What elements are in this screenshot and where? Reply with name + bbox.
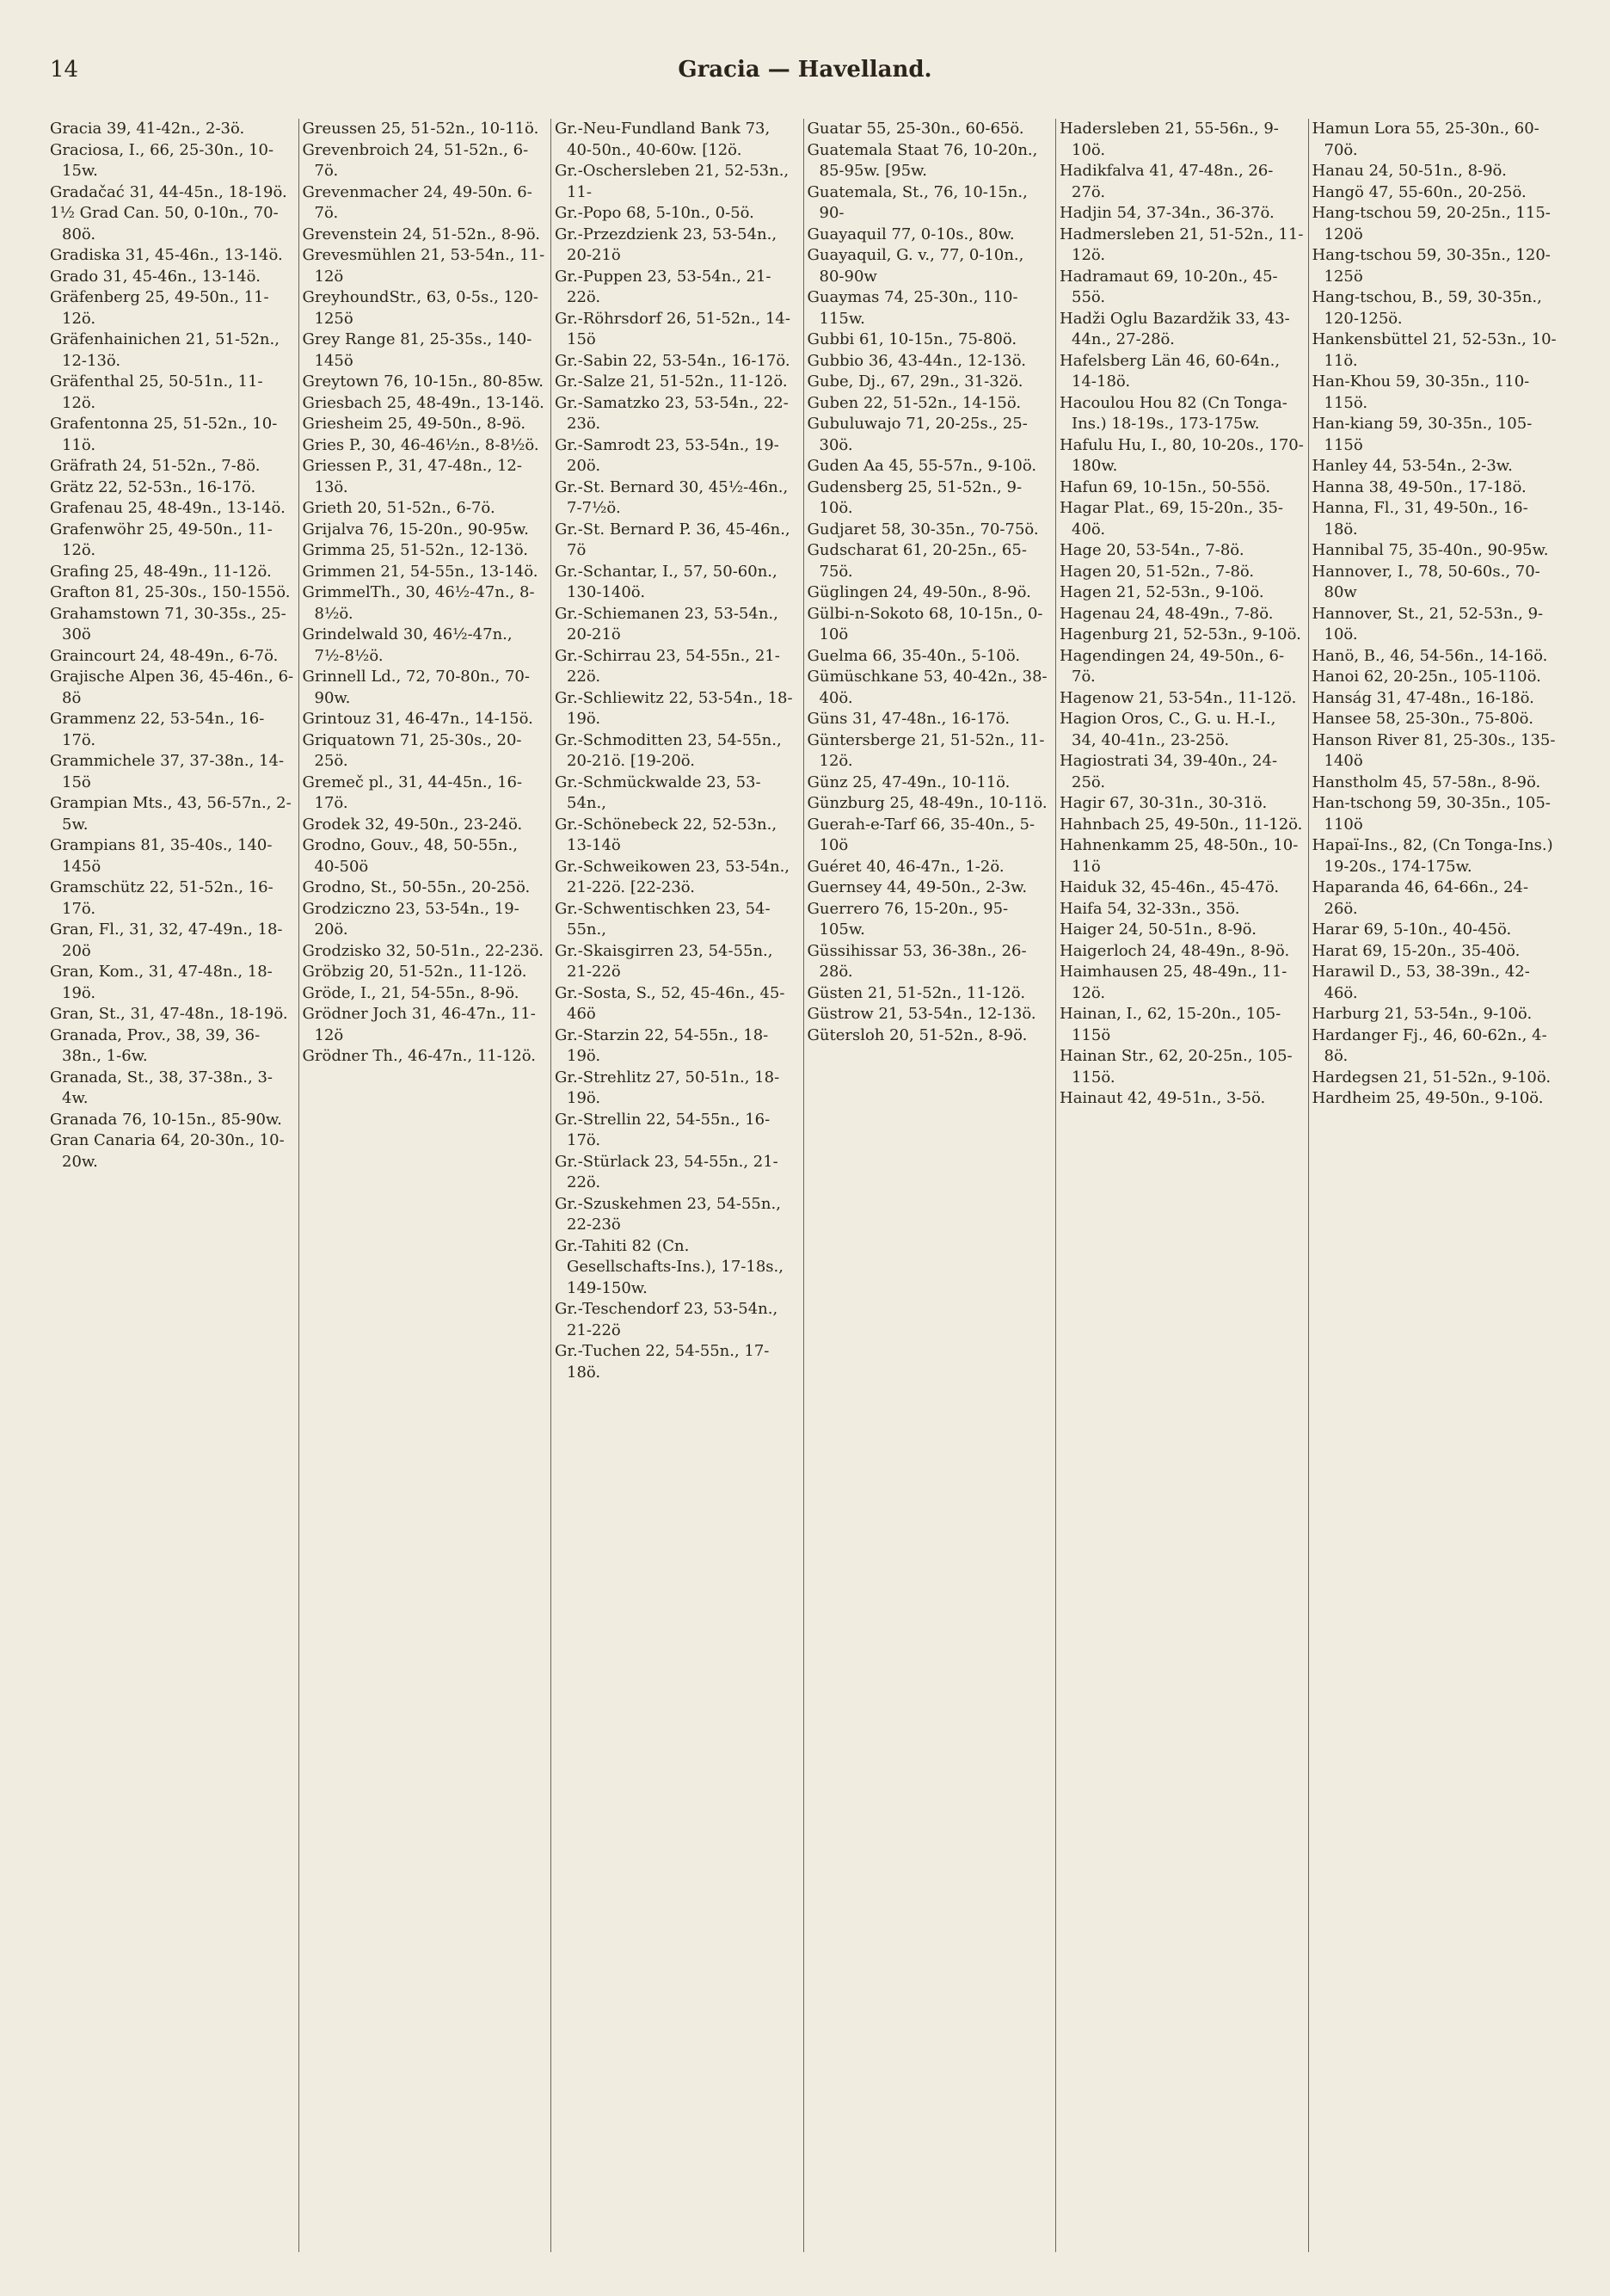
gazetteer-entry: Hagen 21, 52-53n., 9-10ö. — [1060, 583, 1264, 601]
gazetteer-entry: Grodno, St., 50-55n., 20-25ö. — [302, 878, 531, 896]
gazetteer-entry: Hagenow 21, 53-54n., 11-12ö. — [1060, 688, 1297, 707]
gazetteer-entry: Hahnenkamm 25, 48-50n., 10-11ö — [1060, 836, 1299, 876]
gazetteer-entry: Hainan Str., 62, 20-25n., 105-115ö. — [1060, 1047, 1293, 1086]
gazetteer-entry: Gr.-Popo 68, 5-10n., 0-5ö. — [555, 204, 754, 222]
gazetteer-entry: Hadramaut 69, 10-20n., 45-55ö. — [1060, 267, 1278, 306]
gazetteer-entry: Hagion Oros, C., G. u. H.-I., 34, 40-41n., 23-25ö. — [1060, 710, 1276, 749]
gazetteer-entry: Grajische Alpen 36, 45-46n., 6-8ö — [50, 668, 294, 707]
column-6 — [1308, 119, 1561, 2252]
gazetteer-entry: Hacoulou Hou 82 (Cn Tonga-Ins.) 18-19s., 173-175w. — [1060, 393, 1287, 433]
gazetteer-entry: Günz 25, 47-49n., 10-11ö. — [807, 773, 1011, 791]
gazetteer-entry: Hagar Plat., 69, 15-20n., 35-40ö. — [1060, 499, 1283, 539]
gazetteer-entry: Hagenau 24, 48-49n., 7-8ö. — [1060, 604, 1274, 623]
gazetteer-entry: Grintouz 31, 46-47n., 14-15ö. — [302, 710, 533, 728]
gazetteer-entry: Hapaï-Ins., 82, (Cn Tonga-Ins.) 19-20s., 174-175w. — [1312, 836, 1553, 876]
gazetteer-entry: Gr.-St. Bernard 30, 45½-46n., 7-7½ö. — [555, 477, 789, 517]
gazetteer-entry: Gran, Kom., 31, 47-48n., 18-19ö. — [50, 963, 273, 1002]
gazetteer-entry: Gracia 39, 41-42n., 2-3ö. — [50, 120, 245, 138]
gazetteer-entry: Guelma 66, 35-40n., 5-10ö. — [807, 646, 1021, 665]
gazetteer-entry: Gr.-Samrodt 23, 53-54n., 19-20ö. — [555, 435, 779, 475]
gazetteer-entry: Gr.-St. Bernard P. 36, 45-46n., 7ö — [555, 520, 790, 559]
gazetteer-entry: Gräfrath 24, 51-52n., 7-8ö. — [50, 457, 261, 475]
gazetteer-entry: Hang-tschou 59, 30-35n., 120-125ö — [1312, 246, 1551, 286]
gazetteer-entry: Hanság 31, 47-48n., 16-18ö. — [1312, 688, 1534, 707]
gazetteer-entry: Hadmersleben 21, 51-52n., 11-12ö. — [1060, 225, 1304, 264]
gazetteer-entry: Han-tschong 59, 30-35n., 105-110ö — [1312, 794, 1551, 834]
column-5 — [1055, 119, 1308, 2252]
gazetteer-entry: Griesbach 25, 48-49n., 13-14ö. — [302, 393, 544, 412]
gazetteer-entry: Han-Khou 59, 30-35n., 110-115ö. — [1312, 372, 1530, 412]
gazetteer-entry: Grafenau 25, 48-49n., 13-14ö. — [50, 499, 286, 517]
gazetteer-entry: Gr.-Schiemanen 23, 53-54n., 20-21ö — [555, 604, 778, 643]
gazetteer-entry: Gr.-Starzin 22, 54-55n., 18-19ö. — [555, 1025, 769, 1065]
gazetteer-entry: Gudscharat 61, 20-25n., 65-75ö. — [807, 541, 1027, 581]
gazetteer-entry: Griessen P., 31, 47-48n., 12-13ö. — [302, 457, 522, 496]
gazetteer-entry: Grodek 32, 49-50n., 23-24ö. — [302, 815, 523, 834]
gazetteer-entry: Gr.-Tuchen 22, 54-55n., 17-18ö. — [555, 1342, 770, 1382]
gazetteer-entry: Güstrow 21, 53-54n., 12-13ö. — [807, 1005, 1036, 1023]
gazetteer-entry: Gr.-Samatzko 23, 53-54n., 22-23ö. — [555, 393, 789, 433]
gazetteer-entry: Grampian Mts., 43, 56-57n., 2-5w. — [50, 794, 292, 834]
gazetteer-entry: Granada 76, 10-15n., 85-90w. — [50, 1110, 282, 1129]
column-4 — [803, 119, 1056, 2252]
gazetteer-entry: Gülbi-n-Sokoto 68, 10-15n., 0-10ö — [807, 604, 1043, 643]
gazetteer-entry: Grafing 25, 48-49n., 11-12ö. — [50, 562, 272, 581]
gazetteer-entry: Hagiostrati 34, 39-40n., 24-25ö. — [1060, 752, 1278, 791]
gazetteer-entry: Gr.-Strellin 22, 54-55n., 16-17ö. — [555, 1110, 771, 1149]
gazetteer-entry: Gube, Dj., 67, 29n., 31-32ö. — [807, 372, 1023, 391]
gazetteer-entry: Gräfenhainichen 21, 51-52n., 12-13ö. — [50, 330, 280, 370]
gazetteer-entry: Hanstholm 45, 57-58n., 8-9ö. — [1312, 773, 1541, 791]
gazetteer-entry: Haiduk 32, 45-46n., 45-47ö. — [1060, 878, 1280, 896]
gazetteer-entry: Güsten 21, 51-52n., 11-12ö. — [807, 983, 1026, 1002]
gazetteer-entry: Gradačać 31, 44-45n., 18-19ö. — [50, 182, 287, 201]
gazetteer-entry: Gr.-Oschersleben 21, 52-53n., 11- — [555, 162, 790, 201]
gazetteer-entry: Grinnell Ld., 72, 70-80n., 70-90w. — [302, 668, 530, 707]
gazetteer-entry: Gries P., 30, 46-46½n., 8-8½ö. — [302, 435, 539, 454]
gazetteer-entry: Gr.-Przezdzienk 23, 53-54n., 20-21ö — [555, 225, 777, 264]
gazetteer-entry: Gr.-Schliewitz 22, 53-54n., 18-19ö. — [555, 688, 793, 728]
gazetteer-entry: Gr.-Schirrau 23, 54-55n., 21-22ö. — [555, 646, 780, 686]
gazetteer-entry: Hanson River 81, 25-30s., 135-140ö — [1312, 730, 1556, 770]
gazetteer-entry: Grammenz 22, 53-54n., 16-17ö. — [50, 710, 265, 749]
gazetteer-entry: Gudensberg 25, 51-52n., 9-10ö. — [807, 477, 1023, 517]
gazetteer-entry: Hainan, I., 62, 15-20n., 105-115ö — [1060, 1005, 1281, 1044]
gazetteer-entry: Gr.-Schweikowen 23, 53-54n., 21-22ö. [22-23ö. — [555, 857, 790, 896]
gazetteer-entry: Hanau 24, 50-51n., 8-9ö. — [1312, 162, 1507, 180]
gazetteer-entry: Hadži Oglu Bazardžik 33, 43-44n., 27-28ö. — [1060, 309, 1290, 348]
gazetteer-entry: Guéret 40, 46-47n., 1-2ö. — [807, 857, 1005, 876]
column-2 — [298, 119, 551, 2252]
gazetteer-entry: Hanö, B., 46, 54-56n., 14-16ö. — [1312, 646, 1548, 665]
entry-columns — [50, 119, 1560, 2252]
gazetteer-entry: Greytown 76, 10-15n., 80-85w. — [302, 372, 544, 391]
gazetteer-entry: Gr.-Tahiti 82 (Cn. Gesellschafts-Ins.), 17-18s., 149-150w. — [555, 1236, 783, 1297]
gazetteer-entry: Hage 20, 53-54n., 7-8ö. — [1060, 541, 1244, 559]
gazetteer-entry: Hansee 58, 25-30n., 75-80ö. — [1312, 710, 1533, 728]
gazetteer-entry: Grahamstown 71, 30-35s., 25-30ö — [50, 604, 286, 643]
gazetteer-entry: Gubuluwajo 71, 20-25s., 25-30ö. — [807, 415, 1028, 454]
gazetteer-entry: Haigerloch 24, 48-49n., 8-9ö. — [1060, 941, 1290, 960]
gazetteer-entry: Gümüschkane 53, 40-42n., 38-40ö. — [807, 668, 1048, 707]
gazetteer-entry: Gr.-Schmoditten 23, 54-55n., 20-21ö. [19-20ö. — [555, 730, 782, 770]
gazetteer-entry: Gr.-Strehlitz 27, 50-51n., 18-19ö. — [555, 1068, 780, 1107]
gazetteer-entry: Gr.-Salze 21, 51-52n., 11-12ö. — [555, 372, 788, 391]
page-title: Gracia — Havelland. — [678, 57, 932, 83]
gazetteer-entry: Guayaquil, G. v., 77, 0-10n., 80-90w — [807, 246, 1024, 286]
gazetteer-entry: GrimmelTh., 30, 46½-47n., 8-8½ö. — [302, 583, 535, 623]
gazetteer-entry: Guerah-e-Tarf 66, 35-40n., 5-10ö — [807, 815, 1035, 854]
gazetteer-entry: Guayaquil 77, 0-10s., 80w. — [807, 225, 1015, 243]
gazetteer-entry: Grodno, Gouv., 48, 50-55n., 40-50ö — [302, 836, 518, 876]
gazetteer-entry: Grafentonna 25, 51-52n., 10-11ö. — [50, 415, 278, 454]
gazetteer-entry: Grevenbroich 24, 51-52n., 6-7ö. — [302, 140, 529, 180]
gazetteer-entry: Gr.-Sabin 22, 53-54n., 16-17ö. — [555, 351, 790, 370]
gazetteer-entry: Guaymas 74, 25-30n., 110-115w. — [807, 288, 1018, 328]
gazetteer-entry: Grammichele 37, 37-38n., 14-15ö — [50, 752, 285, 791]
gazetteer-entry: Hafulu Hu, I., 80, 10-20s., 170-180w. — [1060, 435, 1304, 475]
gazetteer-entry: Gramschütz 22, 51-52n., 16-17ö. — [50, 878, 273, 918]
gazetteer-entry: Hanoi 62, 20-25n., 105-110ö. — [1312, 668, 1541, 686]
gazetteer-entry: Hardegsen 21, 51-52n., 9-10ö. — [1312, 1068, 1552, 1086]
gazetteer-entry: Haimhausen 25, 48-49n., 11-12ö. — [1060, 963, 1287, 1002]
gazetteer-entry: Gudjaret 58, 30-35n., 70-75ö. — [807, 520, 1039, 539]
gazetteer-entry: Harburg 21, 53-54n., 9-10ö. — [1312, 1005, 1533, 1023]
gazetteer-entry: Gradiska 31, 45-46n., 13-14ö. — [50, 246, 283, 264]
gazetteer-entry: Gräfenthal 25, 50-51n., 11-12ö. — [50, 372, 263, 412]
gazetteer-entry: Harat 69, 15-20n., 35-40ö. — [1312, 941, 1521, 960]
gazetteer-entry: Guerrero 76, 15-20n., 95-105w. — [807, 899, 1009, 939]
gazetteer-entry: Guatemala, St., 76, 10-15n., 90- — [807, 182, 1028, 222]
gazetteer-entry: Grödner Joch 31, 46-47n., 11-12ö — [302, 1005, 536, 1044]
gazetteer-entry: Gr.-Schwentischken 23, 54-55n., — [555, 899, 771, 939]
gazetteer-entry: Hanna 38, 49-50n., 17-18ö. — [1312, 477, 1527, 496]
gazetteer-entry: Hannibal 75, 35-40n., 90-95w. — [1312, 541, 1549, 559]
gazetteer-entry: Gräfenberg 25, 49-50n., 11-12ö. — [50, 288, 269, 328]
gazetteer-entry: Griquatown 71, 25-30s., 20-25ö. — [302, 730, 522, 770]
gazetteer-entry: Hafun 69, 10-15n., 50-55ö. — [1060, 477, 1271, 496]
gazetteer-entry: Hadikfalva 41, 47-48n., 26-27ö. — [1060, 162, 1274, 201]
gazetteer-entry: Hagenburg 21, 52-53n., 9-10ö. — [1060, 625, 1301, 643]
gazetteer-entry: Grado 31, 45-46n., 13-14ö. — [50, 267, 261, 286]
page-header — [50, 57, 1560, 91]
gazetteer-entry: Grampians 81, 35-40s., 140-145ö — [50, 836, 273, 876]
gazetteer-entry: Gr.-Röhrsdorf 26, 51-52n., 14-15ö — [555, 309, 790, 348]
gazetteer-entry: Grevesmühlen 21, 53-54n., 11-12ö — [302, 246, 545, 286]
gazetteer-entry: Gr.-Schönebeck 22, 52-53n., 13-14ö — [555, 815, 777, 854]
gazetteer-entry: Grafton 81, 25-30s., 150-155ö. — [50, 583, 291, 601]
gazetteer-entry: Gr.-Puppen 23, 53-54n., 21-22ö. — [555, 267, 771, 306]
gazetteer-entry: Gr.-Schantar, I., 57, 50-60n., 130-140ö. — [555, 562, 777, 601]
gazetteer-entry: Güntersberge 21, 51-52n., 11-12ö. — [807, 730, 1045, 770]
gazetteer-entry: Hamun Lora 55, 25-30n., 60-70ö. — [1312, 120, 1539, 159]
gazetteer-entry: Hanley 44, 53-54n., 2-3w. — [1312, 457, 1513, 475]
gazetteer-entry: Hanna, Fl., 31, 49-50n., 16-18ö. — [1312, 499, 1528, 539]
gazetteer-entry: Grevenmacher 24, 49-50n. 6-7ö. — [302, 182, 532, 222]
gazetteer-entry: Hafelsberg Län 46, 60-64n., 14-18ö. — [1060, 351, 1281, 391]
gazetteer-entry: Hannover, I., 78, 50-60s., 70-80w — [1312, 562, 1540, 601]
gazetteer-entry: Hadersleben 21, 55-56n., 9-10ö. — [1060, 120, 1279, 159]
gazetteer-entry: Graciosa, I., 66, 25-30n., 10-15w. — [50, 140, 274, 180]
gazetteer-entry: Gr.-Neu-Fundland Bank 73, 40-50n., 40-60w. [12ö. — [555, 120, 771, 159]
gazetteer-entry: Gran Canaria 64, 20-30n., 10-20w. — [50, 1131, 285, 1171]
column-3 — [550, 119, 803, 2252]
gazetteer-entry: Hannover, St., 21, 52-53n., 9-10ö. — [1312, 604, 1544, 643]
gazetteer-entry: Grafenwöhr 25, 49-50n., 11-12ö. — [50, 520, 273, 559]
gazetteer-entry: Hahnbach 25, 49-50n., 11-12ö. — [1060, 815, 1303, 834]
gazetteer-entry: Güssihissar 53, 36-38n., 26-28ö. — [807, 941, 1027, 981]
gazetteer-entry: Haiger 24, 50-51n., 8-9ö. — [1060, 920, 1257, 939]
gazetteer-entry: Guatar 55, 25-30n., 60-65ö. — [807, 120, 1024, 138]
gazetteer-entry: Haifa 54, 32-33n., 35ö. — [1060, 899, 1240, 918]
gazetteer-entry: Gubbio 36, 43-44n., 12-13ö. — [807, 351, 1026, 370]
gazetteer-entry: Greussen 25, 51-52n., 10-11ö. — [302, 120, 539, 138]
gazetteer-entry: Hardanger Fj., 46, 60-62n., 4-8ö. — [1312, 1025, 1547, 1065]
gazetteer-entry: Grödner Th., 46-47n., 11-12ö. — [302, 1047, 536, 1065]
gazetteer-entry: Hang-tschou 59, 20-25n., 115-120ö — [1312, 204, 1551, 243]
gazetteer-entry: Haparanda 46, 64-66n., 24-26ö. — [1312, 878, 1529, 918]
gazetteer-entry: Guden Aa 45, 55-57n., 9-10ö. — [807, 457, 1037, 475]
gazetteer-entry: Gubbi 61, 10-15n., 75-80ö. — [807, 330, 1017, 348]
gazetteer-entry: Grey Range 81, 25-35s., 140-145ö — [302, 330, 532, 370]
gazetteer-entry: Güns 31, 47-48n., 16-17ö. — [807, 710, 1011, 728]
gazetteer-entry: Hagir 67, 30-31n., 30-31ö. — [1060, 794, 1268, 812]
gazetteer-entry: Günzburg 25, 48-49n., 10-11ö. — [807, 794, 1048, 812]
gazetteer-entry: Gr.-Stürlack 23, 54-55n., 21-22ö. — [555, 1152, 778, 1191]
gazetteer-entry: Han-kiang 59, 30-35n., 105-115ö — [1312, 415, 1533, 454]
gazetteer-entry: Graincourt 24, 48-49n., 6-7ö. — [50, 646, 279, 665]
gazetteer-entry: Gran, St., 31, 47-48n., 18-19ö. — [50, 1005, 288, 1023]
gazetteer-entry: Gütersloh 20, 51-52n., 8-9ö. — [807, 1025, 1028, 1044]
gazetteer-entry: Hardheim 25, 49-50n., 9-10ö. — [1312, 1089, 1544, 1107]
gazetteer-entry: Gran, Fl., 31, 32, 47-49n., 18-20ö — [50, 920, 283, 960]
gazetteer-entry: Gr.-Skaisgirren 23, 54-55n., 21-22ö — [555, 941, 773, 981]
gazetteer-entry: Grimma 25, 51-52n., 12-13ö. — [302, 541, 528, 559]
gazetteer-entry: Harawil D., 53, 38-39n., 42-46ö. — [1312, 963, 1530, 1002]
gazetteer-entry: Hang-tschou, B., 59, 30-35n., 120-125ö. — [1312, 288, 1542, 328]
gazetteer-entry: Guben 22, 51-52n., 14-15ö. — [807, 393, 1022, 412]
gazetteer-entry: Grodziczno 23, 53-54n., 19-20ö. — [302, 899, 519, 939]
gazetteer-entry: Gr.-Teschendorf 23, 53-54n., 21-22ö — [555, 1300, 778, 1339]
gazetteer-entry: Grätz 22, 52-53n., 16-17ö. — [50, 477, 256, 496]
gazetteer-entry: Hangö 47, 55-60n., 20-25ö. — [1312, 182, 1527, 201]
gazetteer-entry: Gr.-Schmückwalde 23, 53-54n., — [555, 773, 761, 812]
gazetteer-entry: Grijalva 76, 15-20n., 90-95w. — [302, 520, 529, 539]
gazetteer-entry: Grieth 20, 51-52n., 6-7ö. — [302, 499, 495, 517]
gazetteer-entry: Grevenstein 24, 51-52n., 8-9ö. — [302, 225, 540, 243]
gazetteer-entry: Grodzisko 32, 50-51n., 22-23ö. — [302, 941, 544, 960]
gazetteer-entry: Granada, St., 38, 37-38n., 3-4w. — [50, 1068, 273, 1107]
gazetteer-entry: Güglingen 24, 49-50n., 8-9ö. — [807, 583, 1031, 601]
gazetteer-entry: Gr.-Sosta, S., 52, 45-46n., 45-46ö — [555, 983, 785, 1023]
gazetteer-entry: 1½ Grad Can. 50, 0-10n., 70-80ö. — [50, 204, 279, 243]
gazetteer-entry: Hainaut 42, 49-51n., 3-5ö. — [1060, 1089, 1266, 1107]
gazetteer-entry: Gröbzig 20, 51-52n., 11-12ö. — [302, 963, 527, 981]
gazetteer-entry: Gr.-Szuskehmen 23, 54-55n., 22-23ö — [555, 1194, 781, 1234]
gazetteer-entry: Hagen 20, 51-52n., 7-8ö. — [1060, 562, 1255, 581]
gazetteer-entry: Guatemala Staat 76, 10-20n., 85-95w. [95w. — [807, 140, 1038, 180]
gazetteer-entry: Gröde, I., 21, 54-55n., 8-9ö. — [302, 983, 519, 1002]
gazetteer-entry: Guernsey 44, 49-50n., 2-3w. — [807, 878, 1028, 896]
gazetteer-entry: Grimmen 21, 54-55n., 13-14ö. — [302, 562, 538, 581]
column-1 — [50, 119, 298, 2252]
gazetteer-entry: Harar 69, 5-10n., 40-45ö. — [1312, 920, 1512, 939]
gazetteer-entry: Granada, Prov., 38, 39, 36-38n., 1-6w. — [50, 1025, 261, 1065]
gazetteer-entry: Hagendingen 24, 49-50n., 6-7ö. — [1060, 646, 1285, 686]
gazetteer-entry: Hadjin 54, 37-34n., 36-37ö. — [1060, 204, 1275, 222]
gazetteer-entry: GreyhoundStr., 63, 0-5s., 120-125ö — [302, 288, 538, 328]
gazetteer-entry: Gremeč pl., 31, 44-45n., 16-17ö. — [302, 773, 523, 812]
gazetteer-entry: Grindelwald 30, 46½-47n., 7½-8½ö. — [302, 625, 513, 665]
page-number: 14 — [50, 57, 79, 83]
gazetteer-entry: Hankensbüttel 21, 52-53n., 10-11ö. — [1312, 330, 1557, 370]
gazetteer-entry: Griesheim 25, 49-50n., 8-9ö. — [302, 415, 526, 433]
